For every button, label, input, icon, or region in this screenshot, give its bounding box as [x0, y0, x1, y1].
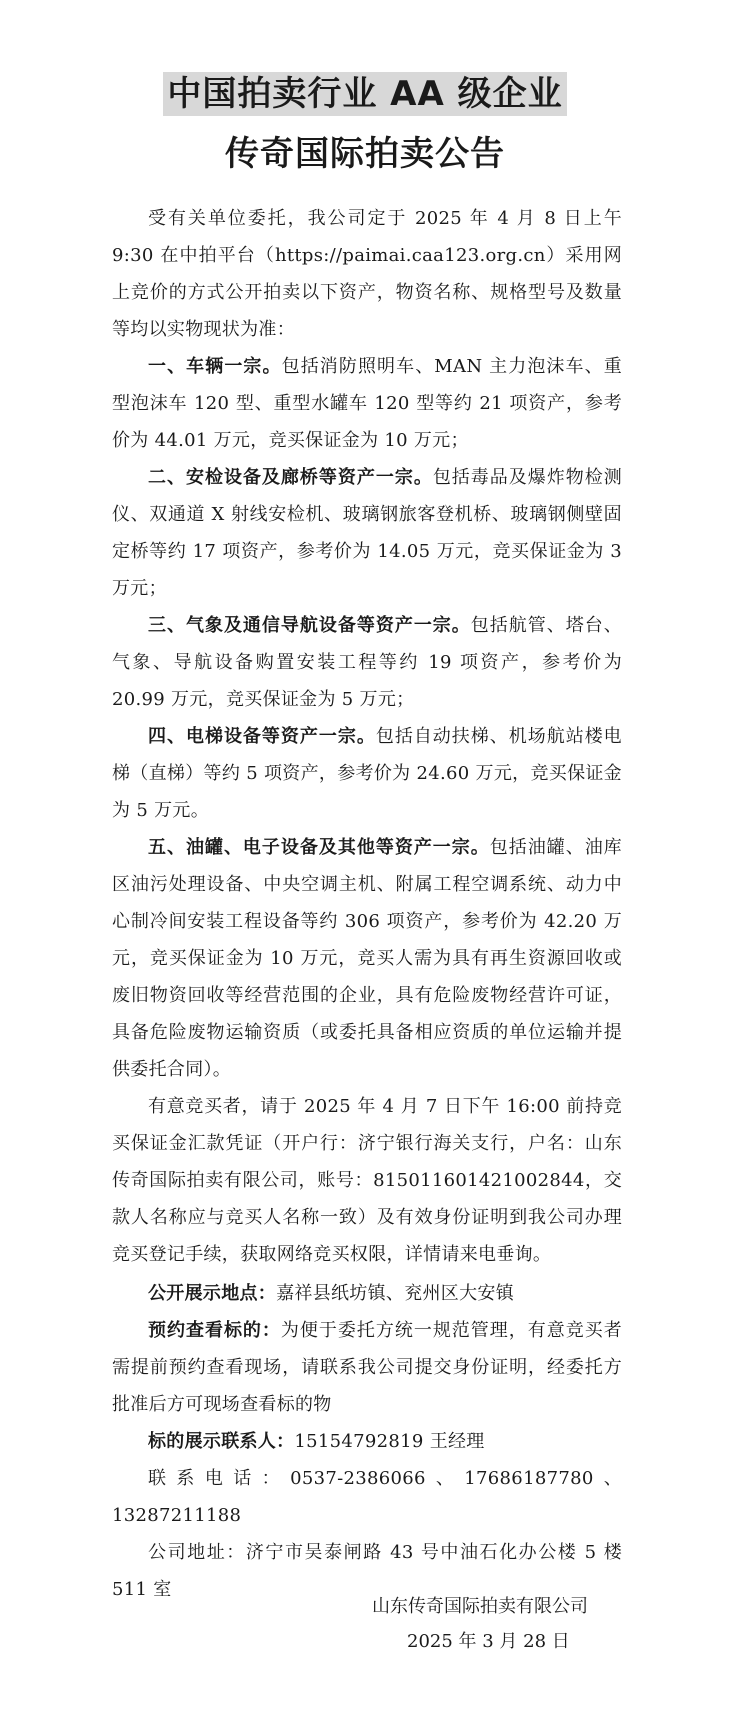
address-line: 公司地址：济宁市吴泰闸路 43 号中油石化办公楼 5 楼 511 室 [112, 1542, 622, 1600]
display-contact-label: 标的展示联系人： [148, 1431, 295, 1452]
lot-4-heading: 四、电梯设备等资产一宗。 [148, 726, 376, 747]
lot-4-detail: 包括自动扶梯、机场航站楼电梯（直梯）等约 5 项资产，参考价为 24.60 万元，竞买保证金为 5 万元。 [112, 726, 622, 821]
lot-5-heading: 五、油罐、电子设备及其他等资产一宗。 [148, 837, 490, 858]
viewing-value: 为便于委托方统一规范管理，有意竞买者需提前预约查看现场，请联系我公司提交身份证明，经委托方批准后方可现场查看标的物 [112, 1320, 622, 1415]
intro-paragraph: 受有关单位委托，我公司定于 2025 年 4 月 8 日上午 9:30 在中拍平台（https://paimai.caa123.org.cn）采用网上竞价的方式公开拍卖以下资产，物资名称、规格型号及数量等均以实物现状为准： [112, 208, 622, 340]
signature-company: 山东传奇国际拍卖有限公司 [372, 1596, 588, 1617]
display-location-value: 嘉祥县纸坊镇、兖州区大安镇 [276, 1283, 515, 1304]
display-location [112, 1275, 622, 1312]
display-contact [112, 1423, 622, 1460]
lot-2-heading: 二、安检设备及廊桥等资产一宗。 [148, 467, 433, 488]
lot-3 [112, 607, 622, 718]
announcement-body [112, 200, 622, 1608]
display-contact-value: 15154792819 王经理 [294, 1431, 485, 1452]
lot-3-detail: 包括航管、塔台、气象、导航设备购置安装工程等约 19 项资产，参考价为 20.99 万元，竞买保证金为 5 万元； [112, 615, 622, 710]
lot-3-heading: 三、气象及通信导航设备等资产一宗。 [148, 615, 471, 636]
title-line-2: 传奇国际拍卖公告 [225, 134, 505, 174]
lot-1-heading: 一、车辆一宗。 [148, 356, 282, 377]
lot-4 [112, 718, 622, 829]
viewing-label: 预约查看标的： [148, 1320, 281, 1341]
display-location-label: 公开展示地点： [148, 1283, 277, 1304]
phone-line: 联系电话：0537-2386066、17686187780、13287211188 [112, 1468, 622, 1526]
lot-1 [112, 348, 622, 459]
registration-paragraph: 有意竞买者，请于 2025 年 4 月 7 日下午 16:00 前持竞买保证金汇款凭证（开户行：济宁银行海关支行，户名：山东传奇国际拍卖有限公司，账号：815011601421002844，交款人名称应与竞买人名称一致）及有效身份证明到我公司办理竞买登记手续，获取网络竞买权限，详情请来电垂询。 [112, 1096, 622, 1265]
title-line-1 [0, 72, 730, 116]
lot-2 [112, 459, 622, 607]
title-line-1-text: 中国拍卖行业 AA 级企业 [163, 72, 566, 116]
signature-date: 2025 年 3 月 28 日 [407, 1631, 570, 1652]
lot-2-detail: 包括毒品及爆炸物检测仪、双通道 X 射线安检机、玻璃钢旅客登机桥、玻璃钢侧壁固定桥等约 17 项资产，参考价为 14.05 万元，竞买保证金为 3 万元； [112, 467, 622, 599]
viewing-paragraph [112, 1312, 622, 1423]
lot-5 [112, 829, 622, 1088]
lot-1-detail: 包括消防照明车、MAN 主力泡沫车、重型泡沫车 120 型、重型水罐车 120 型等约 21 项资产，参考价为 44.01 万元，竞买保证金为 10 万元； [112, 356, 622, 451]
lot-5-detail: 包括油罐、油库区油污处理设备、中央空调主机、附属工程空调系统、动力中心制冷间安装工程设备等约 306 项资产，参考价为 42.20 万元，竞买保证金为 10 万元，竞买人需为具有再生资源回收或废旧物资回收等经营范围的企业，具有危险废物经营许可证，具备危险废物运输资质（或委托具备相应资质的单位运输并提供委托合同）。 [112, 837, 622, 1080]
